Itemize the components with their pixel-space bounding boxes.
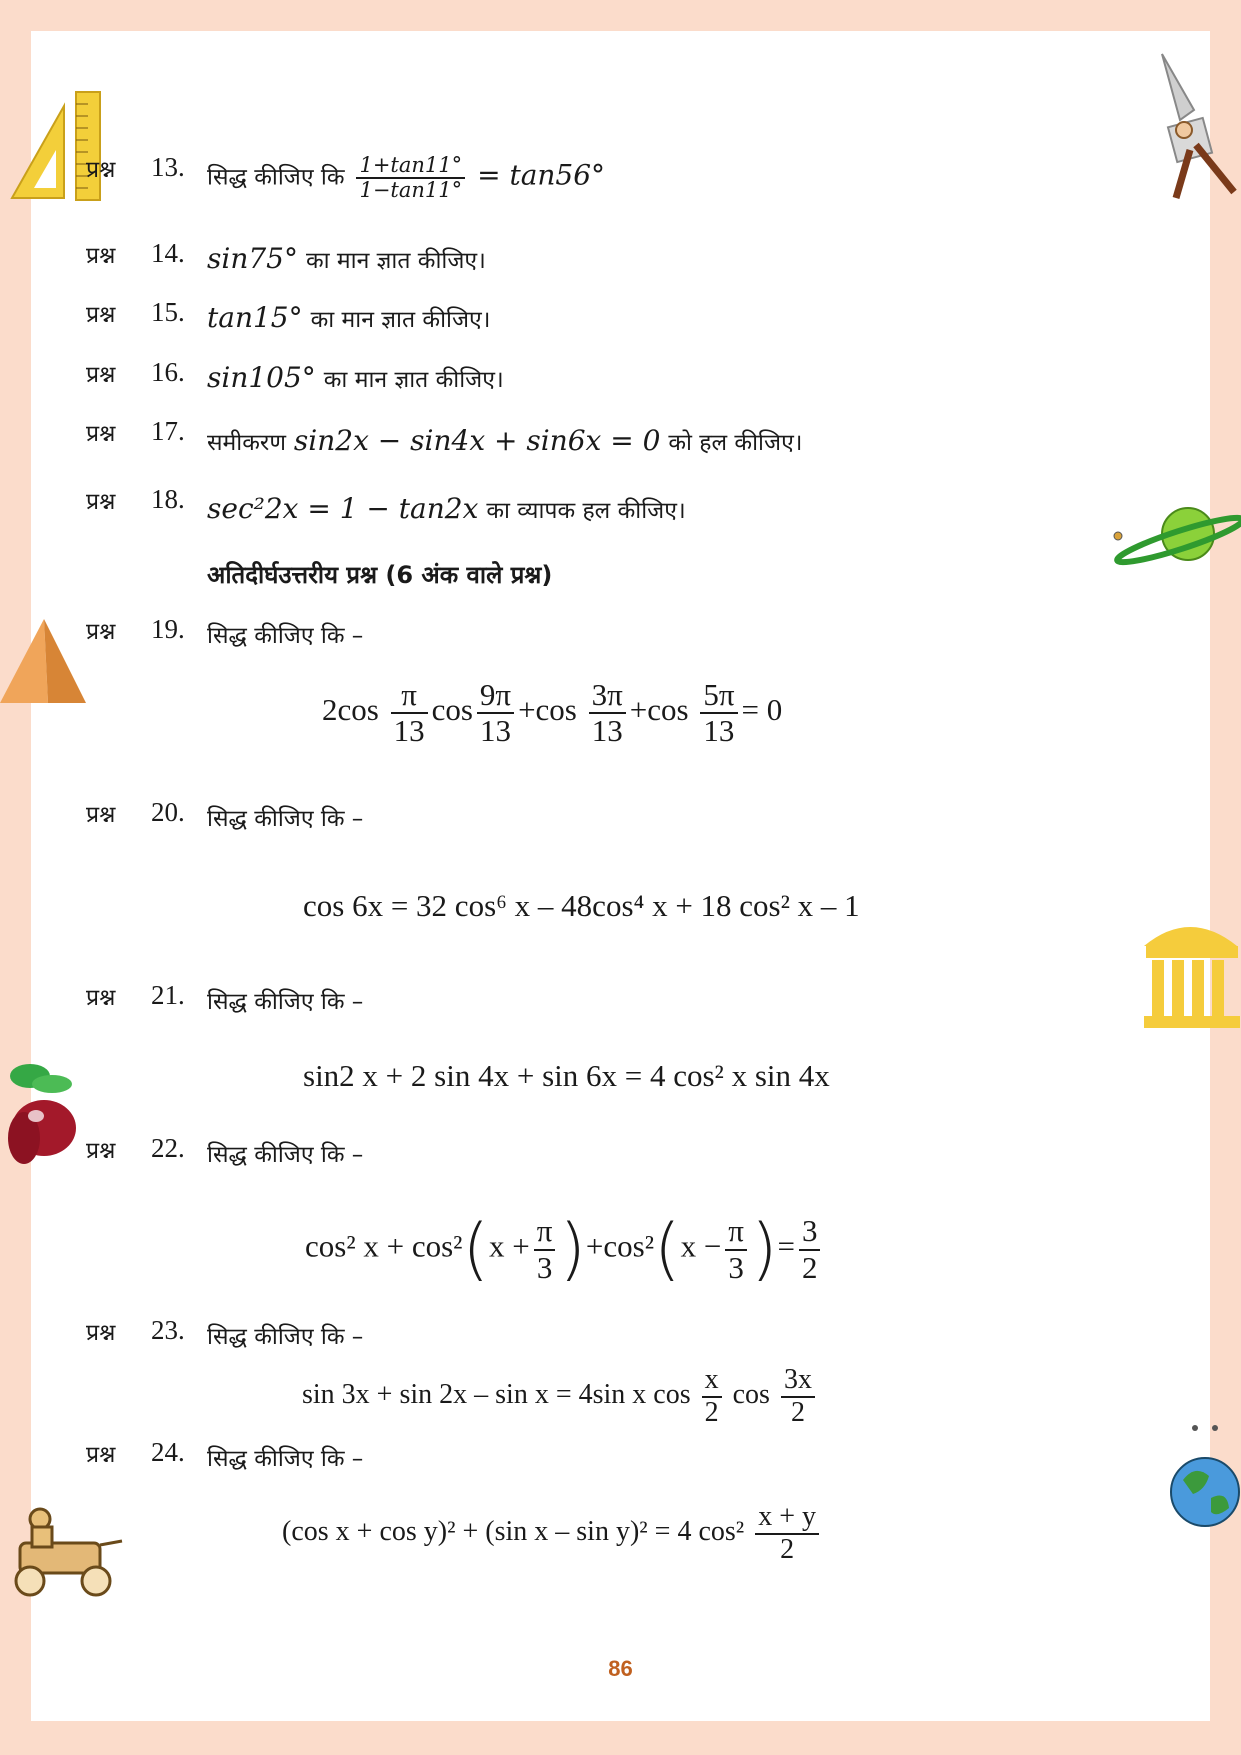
question-statement: [207, 242, 486, 275]
question-number: 23.: [151, 1315, 185, 1345]
greek-temple-icon: [1140, 912, 1241, 1030]
numerator: 3π: [589, 678, 626, 714]
equation-22: [305, 1210, 824, 1289]
denominator: 13: [703, 713, 735, 749]
question-number: 18.: [151, 484, 185, 514]
fraction: [702, 1365, 722, 1429]
instruction-text: का मान ज्ञात कीजिए।: [323, 367, 504, 393]
instruction-text: का मान ज्ञात कीजिए।: [305, 248, 486, 274]
question-label: प्रश्न: [86, 243, 116, 269]
fraction: [391, 678, 428, 748]
question-statement: सिद्ध कीजिए कि –: [207, 623, 364, 649]
fraction: [700, 678, 737, 748]
question-statement: [207, 301, 490, 334]
fraction: [781, 1365, 815, 1429]
denominator: 2: [790, 1396, 805, 1428]
expression: sin105°: [207, 361, 316, 394]
expression: sec²2x = 1 − tan2x: [207, 492, 479, 525]
eq-text: 2cos: [322, 692, 379, 728]
right-paren: ): [750, 1210, 778, 1289]
expression: tan15°: [207, 301, 303, 334]
numerator: 5π: [700, 678, 737, 714]
question-number: 21.: [151, 980, 185, 1010]
question-label: प्रश्न: [86, 1442, 116, 1468]
equation-24: [282, 1502, 823, 1566]
question-label: प्रश्न: [86, 362, 116, 388]
cart-figure-icon: [0, 1505, 130, 1605]
builder-figure-icon: [1150, 50, 1240, 205]
saturn-planet-icon: [1110, 500, 1241, 570]
numerator: π: [534, 1214, 556, 1250]
question-statement: [207, 492, 686, 525]
question-number: 20.: [151, 797, 185, 827]
question-number: 13.: [151, 152, 185, 182]
question-statement: सिद्ध कीजिए कि –: [207, 806, 364, 832]
eq-text: cos² x + cos²: [305, 1228, 463, 1264]
eq-text: x −: [680, 1228, 722, 1264]
right-paren: ): [559, 1210, 586, 1289]
numerator: π: [725, 1214, 747, 1250]
beetroot-icon: [0, 1058, 86, 1168]
question-number: 15.: [151, 297, 185, 327]
equation-23: [302, 1365, 819, 1429]
fraction: [799, 1214, 821, 1284]
numerator: 3: [799, 1214, 821, 1250]
left-paren: (: [462, 1210, 489, 1289]
question-statement: सिद्ध कीजिए कि –: [207, 1324, 364, 1350]
fraction: [589, 678, 626, 748]
numerator: x: [702, 1365, 722, 1398]
question-number: 14.: [151, 238, 185, 268]
left-paren: (: [654, 1210, 681, 1289]
question-label: प्रश्न: [86, 157, 116, 183]
denominator: 2: [801, 1249, 818, 1285]
fraction: [725, 1214, 747, 1284]
eq-text: cos: [732, 1379, 770, 1411]
globe-earth-icon: [1165, 1420, 1241, 1530]
numerator: 9π: [477, 678, 514, 714]
instruction-text: समीकरण: [207, 430, 286, 456]
fraction: [356, 154, 465, 202]
denominator: 3: [536, 1249, 553, 1285]
question-statement: सिद्ध कीजिए कि –: [207, 989, 364, 1015]
pyramid-icon: [0, 615, 90, 705]
denominator: 13: [393, 713, 425, 749]
eq-text: +cos²: [585, 1228, 655, 1264]
numerator: 3x: [781, 1365, 815, 1398]
section-heading: अतिदीर्घउत्तरीय प्रश्न (6 अंक वाले प्रश्न): [207, 561, 553, 589]
question-statement: [207, 424, 803, 457]
question-number: 16.: [151, 357, 185, 387]
set-square-ruler-icon: [4, 90, 104, 202]
question-label: प्रश्न: [86, 1320, 116, 1346]
expression: sin75°: [207, 242, 298, 275]
question-number: 24.: [151, 1437, 185, 1467]
eq-text: cos: [431, 692, 473, 728]
eq-text: (cos x + cos y)² + (sin x – sin y)² = 4 cos²: [282, 1516, 745, 1548]
eq-text: sin 3x + sin 2x – sin x = 4sin x cos: [302, 1379, 691, 1411]
eq-text: +cos: [629, 692, 689, 728]
question-statement: सिद्ध कीजिए कि –: [207, 1142, 364, 1168]
fraction: [477, 678, 514, 748]
eq-text: +cos: [518, 692, 577, 728]
question-label: प्रश्न: [86, 302, 116, 328]
prove-text: सिद्ध कीजिए कि: [207, 164, 345, 191]
denominator: 2: [704, 1396, 719, 1428]
fraction: [755, 1502, 819, 1566]
question-number: 19.: [151, 614, 185, 644]
instruction-text: का व्यापक हल कीजिए।: [486, 498, 686, 524]
denominator: 2: [780, 1533, 795, 1565]
equation-19: [322, 678, 782, 748]
denominator: 3: [728, 1249, 744, 1285]
question-label: प्रश्न: [86, 619, 116, 645]
instruction-text: को हल कीजिए।: [668, 430, 803, 456]
eq-text: =: [777, 1228, 795, 1264]
expression: sin2x − sin4x + sin6x = 0: [293, 424, 661, 457]
eq-text: = 0: [741, 692, 783, 728]
question-label: प्रश्न: [86, 985, 116, 1011]
eq-text: x +: [489, 1228, 530, 1264]
question-statement: [207, 361, 504, 394]
numerator: 1+tan11°: [356, 154, 465, 179]
question-number: 17.: [151, 416, 185, 446]
question-label: प्रश्न: [86, 489, 116, 515]
question-label: प्रश्न: [86, 421, 116, 447]
question-statement: [207, 154, 605, 202]
question-number: 22.: [151, 1133, 185, 1163]
numerator: π: [391, 678, 428, 714]
question-label: प्रश्न: [86, 1138, 116, 1164]
denominator: 13: [591, 713, 623, 749]
instruction-text: का मान ज्ञात कीजिए।: [310, 307, 491, 333]
question-statement: सिद्ध कीजिए कि –: [207, 1446, 364, 1472]
equation-21: sin2 x + 2 sin 4x + sin 6x = 4 cos² x sin 4x: [303, 1058, 830, 1093]
denominator: 1−tan11°: [359, 178, 463, 203]
page-number: 86: [608, 1656, 633, 1681]
numerator: x + y: [755, 1502, 819, 1535]
fraction: [534, 1214, 556, 1284]
equation-20: cos 6x = 32 cos⁶ x – 48cos⁴ x + 18 cos² x – 1: [303, 888, 860, 923]
question-label: प्रश्न: [86, 802, 116, 828]
expression: = tan56°: [477, 158, 606, 192]
denominator: 13: [479, 713, 511, 749]
